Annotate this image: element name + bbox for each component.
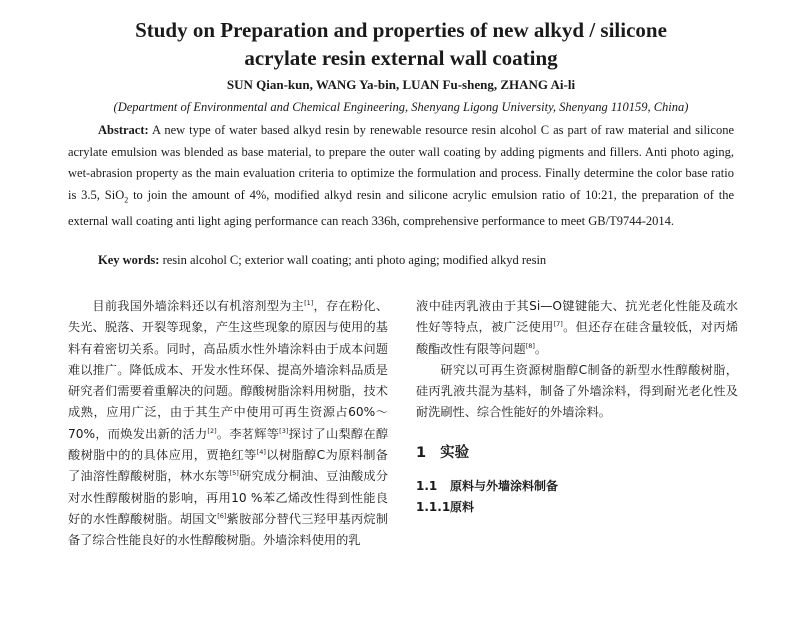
- keywords-label: Key words:: [98, 253, 160, 267]
- affiliation: (Department of Environmental and Chemical Engineering, Shenyang Ligong University, Shenyang 110159, China): [113, 100, 689, 114]
- title-line-1: Study on Preparation and properties of new alkyd / silicone: [135, 18, 667, 42]
- text-run: ，存在粉化、失光、脱落、开裂等现象，产生这些现象的原因与使用的基料有着密切关系。同时，高品质水性外墙涂料由于成本问题难以推广。降低成本、开发水性环保、提高外墙涂料品质是研究者们需要着重解决的问题。醇酸树脂涂料用树脂，技术成熟，应用广泛，由于其生产中使用可再生资源占60%～70%，而焕发出新的活力: [68, 299, 389, 441]
- section-number: 1: [416, 445, 427, 461]
- text-run: 。李茗辉等: [216, 426, 280, 441]
- citation-ref: [5]: [229, 469, 239, 478]
- text-run: 以树脂醇C为原料制备了油溶性醇酸树脂，林水东等: [68, 448, 388, 484]
- subsection-title: 原料与外墙涂料制备: [450, 479, 559, 493]
- citation-ref: [6]: [217, 511, 227, 520]
- abstract: [68, 120, 734, 232]
- body-column-left: [68, 296, 388, 552]
- text-run: 液中硅丙乳液由于其Si—O键键能大、抗光老化性能及疏水性好等特点，被广泛使用: [416, 299, 738, 335]
- keywords: [98, 250, 738, 270]
- text-run: 。但还存在硅含量较低，对丙烯酸酯改性有限等问题: [416, 320, 739, 356]
- title-line-2: acrylate resin external wall coating: [244, 46, 558, 70]
- citation-ref: [7]: [553, 320, 563, 329]
- citation-ref: [4]: [256, 448, 266, 457]
- abstract-text-1: A new type of water based alkyd resin by renewable resource resin alcohol C as part of raw material and silicone acrylate emulsion was blended as base material, to prepare the outer wall coating by adding pigments and fillers. Anti photo aging, wet-abrasion property as the main evaluation criteria to optimize the formulation and process. Finally determine the color base ratio is 3.5, SiO: [68, 123, 734, 202]
- abstract-text-2: to join the amount of 4%, modified alkyd resin and silicone acrylic emulsion ratio of 10:21, the preparation of the external wall coating anti light aging performance can reach 336h, comprehensive performance to meet GB/T9744-2014.: [68, 187, 734, 228]
- intro-paragraph-1: [68, 296, 388, 552]
- section-title: 实验: [440, 445, 470, 461]
- text-run: 紫胺部分替代三羟甲基丙烷制备了综合性能良好的水性醇酸树脂。外墙涂料使用的乳: [68, 511, 389, 548]
- citation-ref: [8]: [525, 341, 535, 350]
- paper-title: [0, 16, 802, 72]
- text-run: 研究成分桐油、豆油酸成分对水性醇酸树脂的影响，再用10 %苯乙烯改性得到性能良好的水性醇酸树脂。胡国文: [68, 469, 389, 526]
- subsection-number: 1.1: [416, 479, 438, 493]
- citation-ref: [3]: [279, 426, 289, 435]
- intro-paragraph-1-cont: [416, 296, 738, 360]
- subsection-title: 原料: [450, 500, 475, 514]
- keywords-text: resin alcohol C; exterior wall coating; anti photo aging; modified alkyd resin: [159, 253, 547, 267]
- subsection-number: 1.1.1: [416, 500, 451, 514]
- intro-paragraph-2: 研究以可再生资源树脂醇C制备的新型水性醇酸树脂，硅丙乳液共混为基料，制备了外墙涂料，得到耐光老化性及耐洗刷性、综合性能好的外墙涂料。: [416, 362, 738, 420]
- text-run: 探讨了山梨醇在醇酸树脂中的的具体应用，贾艳红等: [68, 426, 389, 463]
- abstract-label: Abstract:: [98, 123, 149, 137]
- citation-ref: [2]: [207, 426, 217, 435]
- subsection-heading-1-1-1: [416, 498, 474, 515]
- text-run: 。: [534, 341, 548, 356]
- citation-ref: [1]: [304, 299, 314, 307]
- author-list: SUN Qian-kun, WANG Ya-bin, LUAN Fu-sheng, ZHANG Ai-li: [226, 77, 576, 92]
- text-run: 目前我国外墙涂料还以有机溶剂型为主: [92, 299, 305, 313]
- abstract-subscript: 2: [124, 195, 129, 205]
- subsection-heading-1-1: [416, 477, 558, 494]
- section-heading-1: [416, 441, 469, 462]
- body-column-right: [416, 296, 738, 424]
